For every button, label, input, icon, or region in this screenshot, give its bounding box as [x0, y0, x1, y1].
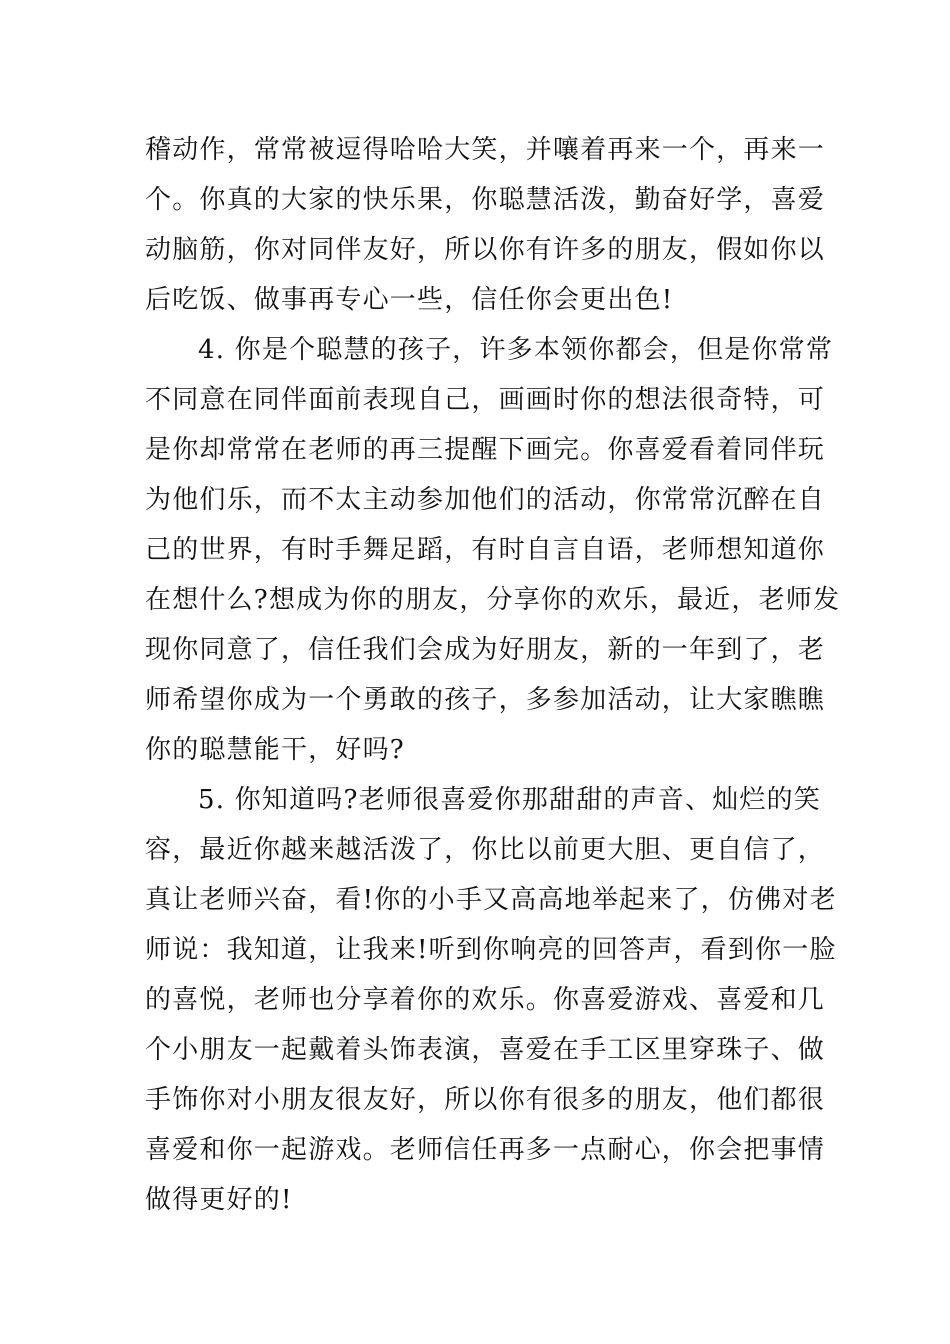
- paragraph-line: 现你同意了，信任我们会成为好朋友，新的一年到了，老: [145, 635, 826, 665]
- paragraph-line: 的喜悦，老师也分享着你的欢乐。你喜爱游戏、喜爱和几: [145, 985, 826, 1015]
- paragraph-line: 手饰你对小朋友很友好，所以你有很多的朋友，他们都很: [145, 1085, 826, 1115]
- paragraph-4-first-line: 4. 你是个聪慧的孩子，许多本领你都会，但是你常常: [198, 335, 834, 365]
- paragraph-line: 在想什么?想成为你的朋友，分享你的欢乐，最近，老师发: [145, 585, 841, 615]
- paragraph-line: 师希望你成为一个勇敢的孩子，多参加活动，让大家瞧瞧: [145, 685, 826, 715]
- paragraph-line: 不同意在同伴面前表现自己，画画时你的想法很奇特，可: [145, 385, 826, 415]
- paragraph-line: 容，最近你越来越活泼了，你比以前更大胆、更自信了，: [145, 835, 826, 865]
- paragraph-5-first-line: 5. 你知道吗?老师很喜爱你那甜甜的声音、灿烂的笑: [198, 785, 822, 815]
- paragraph-line: 后吃饭、做事再专心一些，信任你会更出色!: [145, 285, 674, 315]
- paragraph-line: 个小朋友一起戴着头饰表演，喜爱在手工区里穿珠子、做: [145, 1035, 826, 1065]
- paragraph-line: 己的世界，有时手舞足蹈，有时自言自语，老师想知道你: [145, 535, 826, 565]
- paragraph-line: 个。你真的大家的快乐果，你聪慧活泼，勤奋好学，喜爱: [145, 185, 826, 215]
- paragraph-line: 是你却常常在老师的再三提醒下画完。你喜爱看着同伴玩: [145, 435, 826, 465]
- paragraph-line: 稽动作，常常被逗得哈哈大笑，并嚷着再来一个，再来一: [145, 135, 826, 165]
- paragraph-line: 真让老师兴奋，看!你的小手又高高地举起来了，仿佛对老: [145, 885, 837, 915]
- paragraph-line: 为他们乐，而不太主动参加他们的活动，你常常沉醉在自: [145, 485, 826, 515]
- paragraph-line: 喜爱和你一起游戏。老师信任再多一点耐心，你会把事情: [145, 1135, 826, 1165]
- paragraph-line: 你的聪慧能干，好吗?: [145, 735, 405, 765]
- paragraph-line: 动脑筋，你对同伴友好，所以你有许多的朋友，假如你以: [145, 235, 826, 265]
- paragraph-line: 做得更好的!: [145, 1185, 293, 1215]
- paragraph-line: 师说：我知道，让我来!听到你响亮的回答声，看到你一脸: [145, 935, 837, 965]
